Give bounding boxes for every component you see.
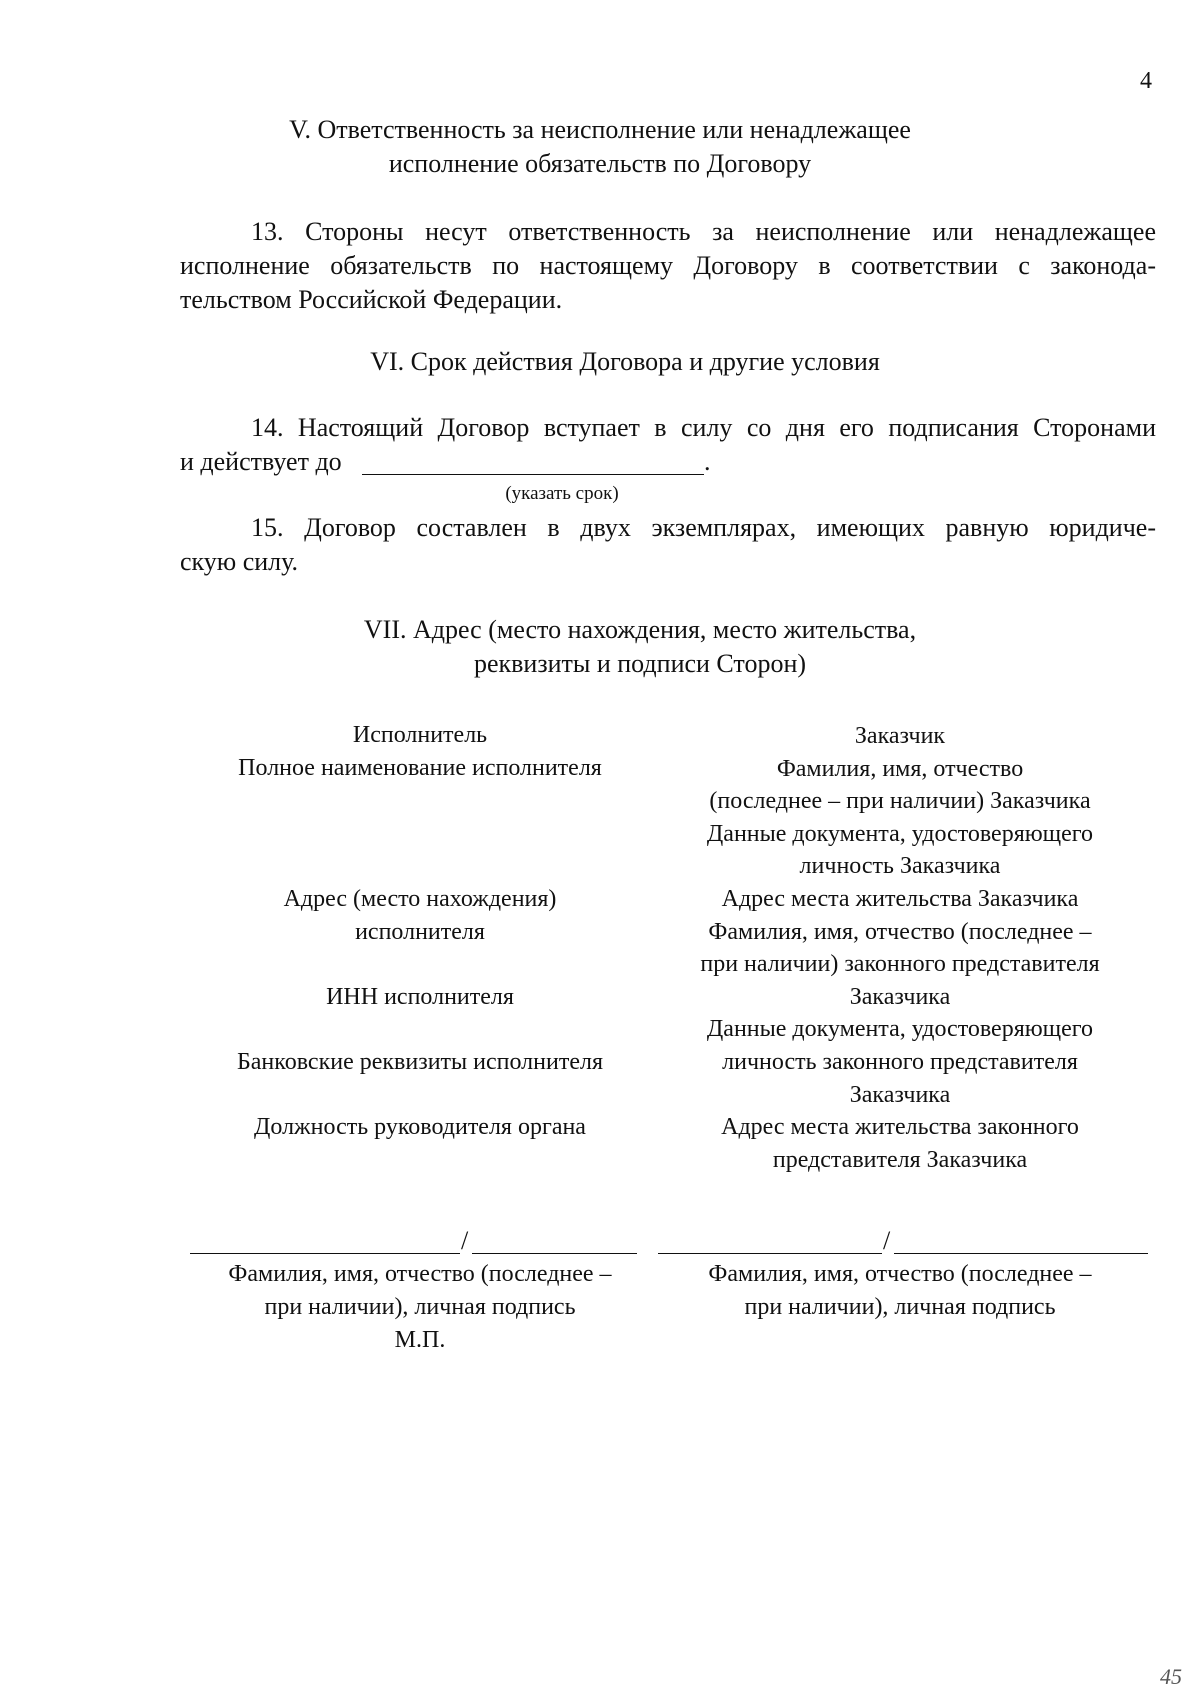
paragraph-13-line1: 13. Стороны несут ответственность за неисполнение или ненадлежащее [251, 217, 1156, 246]
customer-line: Данные документа, удостоверяющего [706, 820, 1094, 847]
paragraph-15-line1: 15. Договор составлен в двух экземплярах, имеющих равную юридиче- [251, 513, 1156, 542]
executor-inn: ИНН исполнителя [326, 984, 514, 1010]
customer-line: Фамилия, имя, отчество (последнее – [708, 918, 1092, 945]
executor-title: Исполнитель [352, 722, 488, 748]
executor-full-name: Полное наименование исполнителя [238, 755, 602, 781]
executor-signature-caption-line1: Фамилия, имя, отчество (последнее – [228, 1261, 612, 1287]
customer-line: личность Заказчика [799, 853, 1001, 880]
customer-signature-line-left [658, 1253, 882, 1254]
section7-heading-line2: реквизиты и подписи Сторон) [473, 649, 807, 678]
customer-line: Адрес места жительства Заказчика [721, 885, 1079, 912]
paragraph-13-line3: тельством Российской Федерации. [180, 285, 563, 314]
section5-heading-line2: исполнение обязательств по Договору [388, 149, 812, 178]
customer-column [660, 720, 1140, 1176]
executor-signature-line-left [190, 1253, 460, 1254]
customer-line: при наличии) законного представителя [700, 951, 1100, 978]
executor-signature-slash: / [461, 1226, 469, 1255]
paragraph-13-line2: исполнение обязательств по настоящему Договору в соответствии с законода- [180, 251, 1156, 280]
customer-line: Фамилия, имя, отчество [776, 755, 1024, 782]
customer-line: (последнее – при наличии) Заказчика [709, 788, 1091, 815]
executor-signature-line-right [472, 1253, 637, 1254]
executor-bank: Банковские реквизиты исполнителя [237, 1049, 603, 1075]
customer-line: Данные документа, удостоверяющего [706, 1016, 1094, 1043]
customer-line: Заказчика [849, 983, 951, 1010]
customer-line: представителя Заказчика [772, 1146, 1028, 1173]
paragraph-14-line1: 14. Настоящий Договор вступает в силу со дня его подписания Сторонами [251, 413, 1156, 442]
customer-title: Заказчик [854, 723, 946, 749]
executor-signature-caption-line2: при наличии), личная подпись [264, 1294, 576, 1320]
customer-line: Адрес места жительства законного [721, 1114, 1079, 1141]
paragraph-14-line2-suffix: . [704, 447, 711, 476]
customer-signature-line-right [894, 1253, 1148, 1254]
customer-signature-slash: / [883, 1226, 891, 1255]
section6-heading: VI. Срок действия Договора и другие условия [370, 347, 880, 376]
customer-line: Заказчика [849, 1081, 951, 1108]
executor-position: Должность руководителя органа [254, 1114, 586, 1140]
executor-address-line2: исполнителя [355, 919, 485, 945]
customer-signature-caption-line1: Фамилия, имя, отчество (последнее – [708, 1261, 1092, 1287]
stamp-label: М.П. [394, 1327, 446, 1353]
customer-signature-caption-line2: при наличии), личная подпись [744, 1294, 1056, 1320]
corner-handwritten-mark: 45 [1160, 1664, 1182, 1689]
executor-address-line1: Адрес (место нахождения) [283, 886, 557, 912]
page-number: 4 [1140, 68, 1152, 94]
paragraph-14-line2-prefix: и действует до [180, 447, 342, 476]
term-blank-line [362, 474, 704, 475]
term-hint: (указать срок) [505, 483, 619, 504]
customer-line: личность законного представителя [722, 1048, 1078, 1075]
section5-heading-line1: V. Ответственность за неисполнение или ненадлежащее [289, 115, 911, 144]
section7-heading-line1: VII. Адрес (место нахождения, место жительства, [363, 615, 917, 644]
paragraph-15-line2: скую силу. [180, 547, 299, 576]
